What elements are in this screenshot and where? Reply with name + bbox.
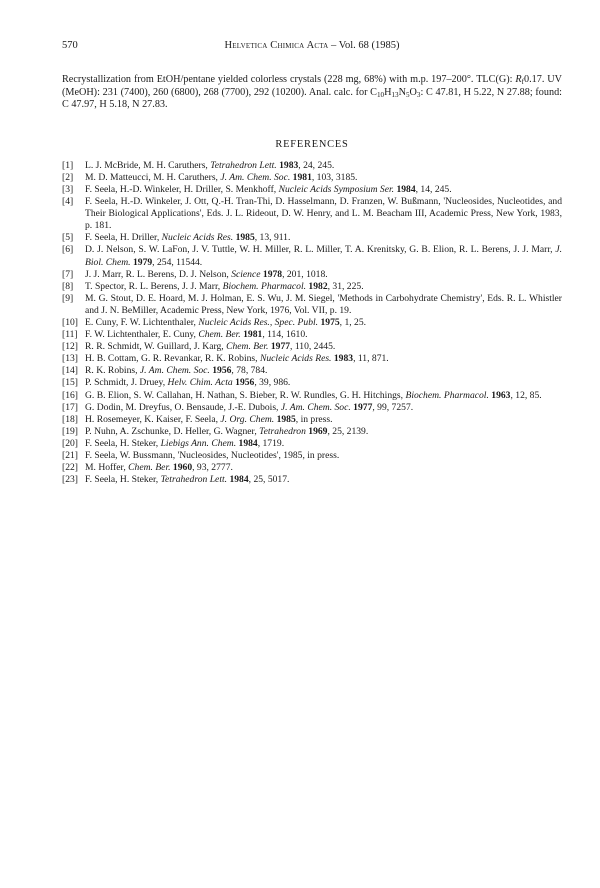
reference-authors: M. Hoffer,: [85, 462, 129, 474]
reference-item: [62, 390, 562, 402]
reference-item: [62, 462, 562, 474]
reference-number: [3]: [62, 183, 74, 195]
reference-authors: J. J. Marr, R. L. Berens, D. J. Nelson,: [85, 268, 232, 280]
reference-authors: P. Schmidt, J. Druey,: [85, 377, 168, 389]
reference-item: [62, 293, 562, 317]
reference-volume-pages: , 12, 85.: [510, 389, 542, 401]
document-page: [62, 40, 562, 486]
reference-year: 1963: [491, 389, 511, 401]
reference-journal: Nucleic Acids Res., Spec. Publ.: [198, 317, 319, 328]
reference-volume-pages: , 25, 2139.: [327, 425, 369, 437]
reference-number: [12]: [62, 341, 78, 353]
reference-item: [62, 269, 562, 281]
rf-subscript: f: [521, 78, 524, 86]
journal-name: Helvetica Chimica Acta: [224, 40, 329, 51]
rf-symbol: R: [515, 74, 522, 85]
reference-number: [15]: [62, 377, 78, 389]
reference-volume-pages: , 1719.: [257, 437, 285, 449]
volume-info: – Vol. 68 (1985): [331, 40, 400, 51]
reference-number: [14]: [62, 365, 78, 377]
nitrogen-count: 5: [405, 90, 410, 99]
reference-authors: T. Spector, R. L. Berens, J. J. Marr,: [85, 280, 223, 292]
reference-number: [13]: [62, 353, 78, 365]
reference-authors: F. W. Lichtenthaler, E. Cuny,: [85, 329, 199, 341]
reference-volume-pages: , 13, 911.: [254, 232, 291, 244]
reference-volume-pages: , 14, 245.: [415, 183, 452, 195]
exp-line-2b: : C 47.81, H 5.22,: [420, 86, 495, 98]
reference-number: [10]: [62, 317, 78, 328]
reference-volume-pages: , 201, 1018.: [282, 268, 328, 280]
reference-item: [62, 281, 562, 293]
reference-item: [62, 244, 562, 268]
reference-journal: J. Biol. Chem.: [85, 244, 562, 268]
reference-number: [7]: [62, 268, 74, 280]
reference-item: [62, 232, 562, 244]
reference-year: 1977: [270, 341, 291, 353]
reference-journal: Helv. Chim. Acta: [167, 377, 233, 389]
reference-number: [17]: [62, 401, 78, 413]
reference-journal: Biochem. Pharmacol.: [405, 389, 489, 401]
reference-item: [62, 160, 562, 172]
reference-volume-pages: , in press.: [295, 413, 333, 425]
reference-number: [16]: [62, 389, 78, 401]
reference-number: [23]: [62, 474, 78, 486]
exp-line-3: N 27.88; found: C 47.97, H 5.18, N 27.83.: [62, 86, 563, 111]
reference-journal: Nucleic Acids Res.: [161, 232, 234, 244]
reference-number: [22]: [62, 462, 78, 474]
reference-authors: G. B. Elion, S. W. Callahan, H. Nathan, S. Bieber, R. W. Rundles, G. H. Hitchings,: [85, 389, 406, 401]
reference-number: [20]: [62, 437, 78, 449]
reference-authors: M. D. Matteucci, M. H. Caruthers,: [85, 171, 221, 183]
running-title: [62, 40, 562, 51]
reference-number: [4]: [62, 196, 74, 208]
reference-item: [62, 184, 562, 196]
references-heading: REFERENCES: [275, 138, 349, 150]
reference-year: 1975: [320, 317, 340, 328]
reference-volume-pages: , 93, 2777.: [192, 462, 233, 474]
reference-year: 1969: [308, 425, 328, 437]
reference-authors: F. Seela, H. Steker,: [85, 474, 161, 486]
reference-number: [9]: [62, 292, 74, 304]
reference-item: [62, 426, 562, 438]
reference-year: 1985: [235, 232, 255, 244]
reference-volume-pages: , 39, 986.: [254, 377, 291, 389]
nitrogen-symbol: N: [398, 86, 406, 98]
reference-item: [62, 414, 562, 426]
reference-item: [62, 365, 562, 377]
reference-year: 1984: [238, 437, 258, 449]
reference-number: [11]: [62, 329, 78, 341]
reference-year: 1983: [333, 353, 354, 365]
reference-year: 1960: [172, 462, 193, 474]
reference-authors: F. Seela, H. Steker,: [85, 437, 161, 449]
running-header: [62, 40, 562, 56]
reference-authors: R. K. Robins,: [85, 365, 140, 377]
reference-year: 1979: [132, 256, 153, 268]
reference-number: [19]: [62, 425, 78, 437]
reference-authors: M. G. Stout, D. E. Hoard, M. J. Holman, E. S. Wu, J. M. Siegel, 'Methods in Carbohydrate Chemistry', Eds. R. L. Whistler and J. N. BeMiller, Academic Press, New York, 1976, Vol. VII, p. 19.: [85, 292, 562, 316]
oxygen-count: 3: [416, 90, 421, 99]
reference-journal: J. Am. Chem. Soc.: [280, 401, 351, 413]
reference-volume-pages: , 103, 3185.: [311, 171, 358, 183]
reference-number: [1]: [62, 159, 74, 171]
reference-journal: Science: [231, 268, 261, 280]
reference-journal: Nucleic Acids Res.: [259, 353, 332, 365]
hydrogen-count: 13: [391, 90, 399, 99]
reference-authors: G. Dodin, M. Dreyfus, O. Bensaude, J.-E. Dubois,: [85, 401, 281, 413]
reference-year: 1956: [235, 377, 255, 389]
exp-line-1: Recrystallization from EtOH/pentane yielded colorless crystals (228 mg, 68%) with m.p. 197–200°. TLC(G):: [62, 74, 513, 85]
reference-item: [62, 450, 562, 462]
oxygen-symbol: O: [409, 86, 417, 98]
reference-number: [2]: [62, 171, 74, 183]
reference-volume-pages: , 1, 25.: [339, 317, 367, 328]
reference-volume-pages: , 11, 871.: [353, 353, 389, 365]
reference-number: [18]: [62, 413, 78, 425]
reference-authors: F. Seela, W. Bussmann, 'Nucleosides, Nucleotides', 1985, in press.: [85, 450, 340, 462]
reference-year: 1981: [243, 329, 263, 341]
reference-authors: E. Cuny, F. W. Lichtenthaler,: [85, 317, 199, 328]
reference-item: [62, 353, 562, 365]
reference-journal: Tetrahedron: [259, 425, 306, 437]
reference-list: [62, 160, 562, 487]
reference-journal: Chem. Ber.: [128, 462, 171, 474]
reference-item: [62, 341, 562, 353]
reference-item: [62, 402, 562, 414]
carbon-count: 10: [376, 90, 385, 99]
reference-journal: Chem. Ber.: [198, 329, 241, 341]
reference-volume-pages: , 99, 7257.: [372, 401, 414, 413]
reference-authors: F. Seela, H.-D. Winkeler, J. Ott, Q.-H. Tran-Thi, D. Hasselmann, D. Franzen, W. Bußmann, 'Nucleosides, Nucleotides, and Their Biological Applications', Eds. J. L. Rideout, D. W. Henry, and L. M. Beacham III, Academic Press, New York, 1983, p. 181.: [85, 196, 562, 232]
reference-number: [8]: [62, 280, 74, 292]
reference-year: 1985: [276, 413, 296, 425]
reference-authors: F. Seela, H. Driller,: [85, 232, 162, 244]
reference-journal: Tetrahedron Lett.: [160, 474, 228, 486]
reference-volume-pages: , 25, 5017.: [248, 474, 290, 486]
reference-volume-pages: , 24, 245.: [298, 159, 335, 171]
reference-authors: R. R. Schmidt, W. Guillard, J. Karg,: [85, 341, 227, 353]
reference-journal: Liebigs Ann. Chem.: [160, 437, 237, 449]
reference-year: 1977: [353, 401, 373, 413]
reference-authors: D. J. Nelson, S. W. LaFon, J. V. Tuttle, W. H. Miller, R. L. Miller, T. A. Krenitsky, G. B. Elion, R. L. Berens, J. J. Marr,: [85, 244, 556, 256]
page-number: 570: [62, 40, 78, 51]
hydrogen-symbol: H: [384, 86, 392, 98]
reference-authors: H. Rosemeyer, K. Kaiser, F. Seela,: [85, 413, 221, 425]
exp-line-2a: 0.17. UV (MeOH): 231 (7400), 260 (6800), 268 (7700), 292 (10200). Anal. calc. for C: [62, 74, 563, 98]
reference-item: [62, 438, 562, 450]
reference-year: 1981: [292, 171, 312, 183]
reference-journal: J. Am. Chem. Soc.: [220, 171, 291, 183]
reference-item: [62, 317, 562, 329]
reference-volume-pages: , 31, 225.: [327, 280, 364, 292]
reference-journal: Biochem. Pharmacol.: [222, 280, 307, 292]
reference-number: [21]: [62, 450, 78, 462]
reference-journal: J. Org. Chem.: [220, 413, 275, 425]
reference-number: [6]: [62, 244, 74, 256]
reference-year: 1978: [262, 268, 283, 280]
reference-year: 1984: [396, 183, 416, 195]
reference-item: [62, 329, 562, 341]
reference-journal: Tetrahedron Lett.: [210, 159, 277, 171]
reference-year: 1984: [229, 474, 249, 486]
reference-journal: J. Am. Chem. Soc.: [139, 365, 210, 377]
experimental-paragraph: [62, 74, 562, 112]
reference-authors: F. Seela, H.-D. Winkeler, H. Driller, S. Menkhoff,: [85, 183, 279, 195]
reference-authors: H. B. Cottam, G. R. Revankar, R. K. Robins,: [85, 353, 260, 365]
reference-journal: Nucleic Acids Symposium Ser.: [278, 183, 395, 195]
reference-year: 1983: [279, 159, 299, 171]
reference-volume-pages: , 254, 11544.: [152, 256, 203, 268]
reference-authors: P. Nuhn, A. Zschunke, D. Heller, G. Wagner,: [85, 425, 260, 437]
reference-journal: Chem. Ber.: [226, 341, 269, 353]
reference-item: [62, 172, 562, 184]
reference-volume-pages: , 114, 1610.: [262, 329, 308, 341]
reference-item: [62, 196, 562, 232]
reference-number: [5]: [62, 232, 74, 244]
reference-authors: L. J. McBride, M. H. Caruthers,: [85, 159, 211, 171]
reference-item: [62, 377, 562, 389]
reference-volume-pages: , 110, 2445.: [290, 341, 336, 353]
reference-year: 1982: [308, 280, 328, 292]
reference-item: [62, 474, 562, 486]
reference-volume-pages: , 78, 784.: [231, 365, 268, 377]
reference-year: 1956: [212, 365, 232, 377]
